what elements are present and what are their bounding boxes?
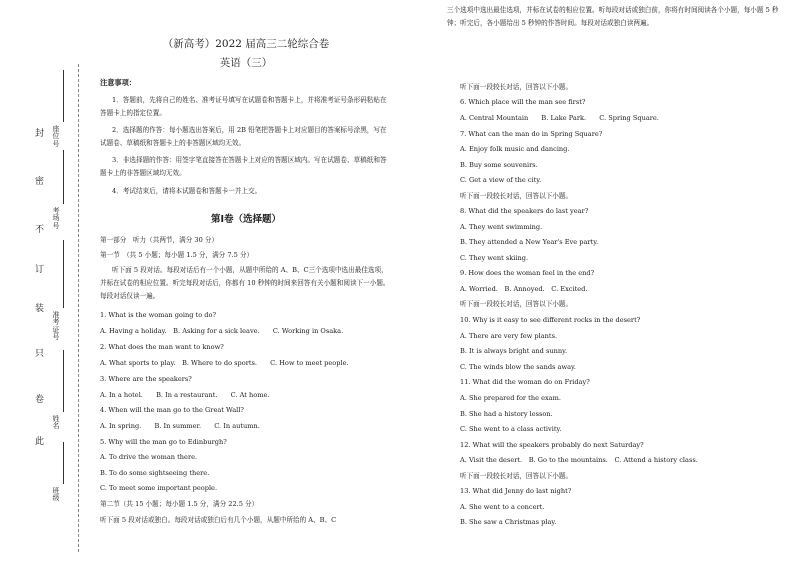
exam-room-label: 考场号 (52, 207, 60, 230)
question-11-option-a: A. She prepared for the exam. (460, 394, 561, 402)
question-12-options: A. Visit the desert. B. Go to the mountains. C. Attend a history class. (460, 456, 698, 464)
seal-char: 此 (35, 437, 45, 447)
question-9: 9. How does the woman feel in the end? (460, 269, 595, 277)
question-10-option-a: A. There are very few plants. (460, 332, 558, 340)
seal-char: 只 (35, 349, 45, 359)
question-11-option-c: C. She went to a class activity. (460, 425, 562, 433)
section-heading: 第一节 （共 5 小题；每小题 1.5 分，满分 7.5 分） (100, 251, 254, 259)
listening-prompt: 听下面一段较长对话，回答以下小题。 (460, 83, 573, 91)
question-8: 8. What did the speakers do last year? (460, 207, 589, 215)
question-8-option-b: B. They attended a New Year's Eve party. (460, 238, 599, 246)
seal-char: 不 (35, 225, 45, 235)
section-instructions: 听下面 5 段对话。每段对话后有一个小题，从题中所给的 A、B、C三个选项中选出最佳选项，并标在试卷的相应位置。听完每段对话后，你都有 10 秒钟的时间来回答有关小题和阅读下一小题。每段对话仅读一遍。 (100, 266, 390, 300)
exam-room-line (63, 150, 64, 204)
section-heading: 第二节（共 15 小题；每小题 1.5 分，满分 22.5 分） (100, 500, 259, 508)
notice-heading: 注意事项： (100, 78, 136, 87)
question-6-options: A. Central Mountain B. Lake Park. C. Spring Square. (460, 114, 659, 122)
question-3: 3. Where are the speakers? (100, 375, 192, 383)
question-12: 12. What will the speakers probably do next Saturday? (460, 441, 644, 449)
question-13-option-a: A. She went to a concert. (460, 503, 545, 511)
question-2: 2. What does the man want to know? (100, 343, 224, 351)
seal-dashed-line (78, 64, 79, 552)
section-title: 第Ⅰ卷（选择题） (210, 214, 282, 225)
listening-prompt: 听下面一段较长对话，回答以下小题。 (460, 300, 573, 308)
question-7-option-a: A. Enjoy folk music and dancing. (460, 145, 570, 153)
question-8-option-c: C. They went skiing. (460, 254, 529, 262)
question-10: 10. Why is it easy to see different rocks in the desert? (460, 316, 641, 324)
name-label: 姓名 (52, 415, 60, 431)
question-5-option-c: C. To meet some important people. (100, 484, 218, 492)
section-instructions-continued: 三个选项中选出最佳选项，并标在试卷的相应位置。听每段对话或独白前，你将有时间阅读各个小题，每小题 5 秒钟；听完后，各小题给出 5 秒钟的作答时间。每段对话或独白读两遍。 (447, 6, 779, 27)
part-heading: 第一部分 听力（共两节，满分 30 分） (100, 236, 219, 244)
question-1: 1. What is the woman going to do? (100, 311, 217, 319)
notice-item: 3．非选择题的作答：用签字笔直接答在答题卡上对应的答题区域内。写在试题卷、草稿纸和答题卡上的非答题区域均无效。 (100, 156, 387, 177)
section-instructions: 听下面 5 段对话或独白。每段对话或独白后有几个小题，从题中所给的 A、B、C (100, 516, 337, 524)
admission-number-line (63, 240, 64, 308)
question-4: 4. When will the man go to the Great Wall? (100, 406, 244, 414)
question-13-option-b: B. She saw a Christmas play. (460, 518, 557, 526)
listening-prompt: 听下面一段较长对话，回答以下小题。 (460, 192, 573, 200)
question-5-option-b: B. To do some sightseeing there. (100, 469, 210, 477)
question-3-options: A. In a hotel. B. In a restaurant. C. At home. (100, 391, 270, 399)
question-7: 7. What can the man do in Spring Square? (460, 130, 603, 138)
question-5: 5. Why will the man go to Edinburgh? (100, 438, 227, 446)
question-6: 6. Which place will the man see first? (460, 98, 586, 106)
question-1-options: A. Having a holiday. B. Asking for a sick leave. C. Working in Osaka. (100, 327, 344, 335)
admission-number-label: 准考证号 (52, 311, 60, 342)
question-8-option-a: A. They went swimming. (460, 223, 543, 231)
question-11-option-b: B. She had a history lesson. (460, 410, 553, 418)
class-label: 班级 (52, 487, 60, 503)
question-10-option-b: B. It is always bright and sunny. (460, 347, 568, 355)
question-11: 11. What did the woman do on Friday? (460, 378, 590, 386)
seat-number-label: 座位号 (52, 125, 60, 148)
question-13: 13. What did Jenny do last night? (460, 487, 572, 495)
question-4-options: A. In spring. B. In summer. C. In autumn. (100, 422, 260, 430)
seal-char: 密 (35, 177, 45, 187)
question-10-option-c: C. The winds blow the sands away. (460, 363, 576, 371)
listening-prompt: 听下面一段较长对话，回答以下小题。 (460, 472, 573, 480)
exam-subtitle: 英语（三） (219, 57, 273, 69)
notice-item: 4．考试结束后，请将本试题卷和答题卡一并上交。 (112, 187, 262, 195)
class-line (63, 442, 64, 484)
name-line (63, 350, 64, 412)
seal-char: 订 (35, 265, 45, 275)
question-7-option-c: C. Get a view of the city. (460, 176, 542, 184)
question-9-options: A. Worried. B. Annoyed. C. Excited. (460, 285, 588, 293)
seat-number-line (63, 70, 64, 122)
seal-char: 封 (35, 129, 45, 139)
question-2-options: A. What sports to play. B. Where to do sports. C. How to meet people. (100, 359, 349, 367)
seal-char: 卷 (35, 395, 45, 405)
question-5-option-a: A. To drive the woman there. (100, 453, 198, 461)
notice-item: 2．选择题的作答：每小题选出答案后，用 2B 铅笔把答题卡上对应题目的答案标号涂黑，写在试题卷、草稿纸和答题卡上的非答题区域均无效。 (100, 126, 387, 147)
binding-margin (0, 0, 98, 562)
seal-char: 装 (35, 304, 45, 314)
exam-title: （新高考）2022 届高三二轮综合卷 (162, 38, 330, 50)
notice-item: 1．答题前，先将自己的姓名、准考证号填写在试题卷和答题卡上，并将准考证号条形码粘贴在答题卡上的指定位置。 (100, 96, 387, 117)
question-7-option-b: B. Buy some souvenirs. (460, 161, 538, 169)
